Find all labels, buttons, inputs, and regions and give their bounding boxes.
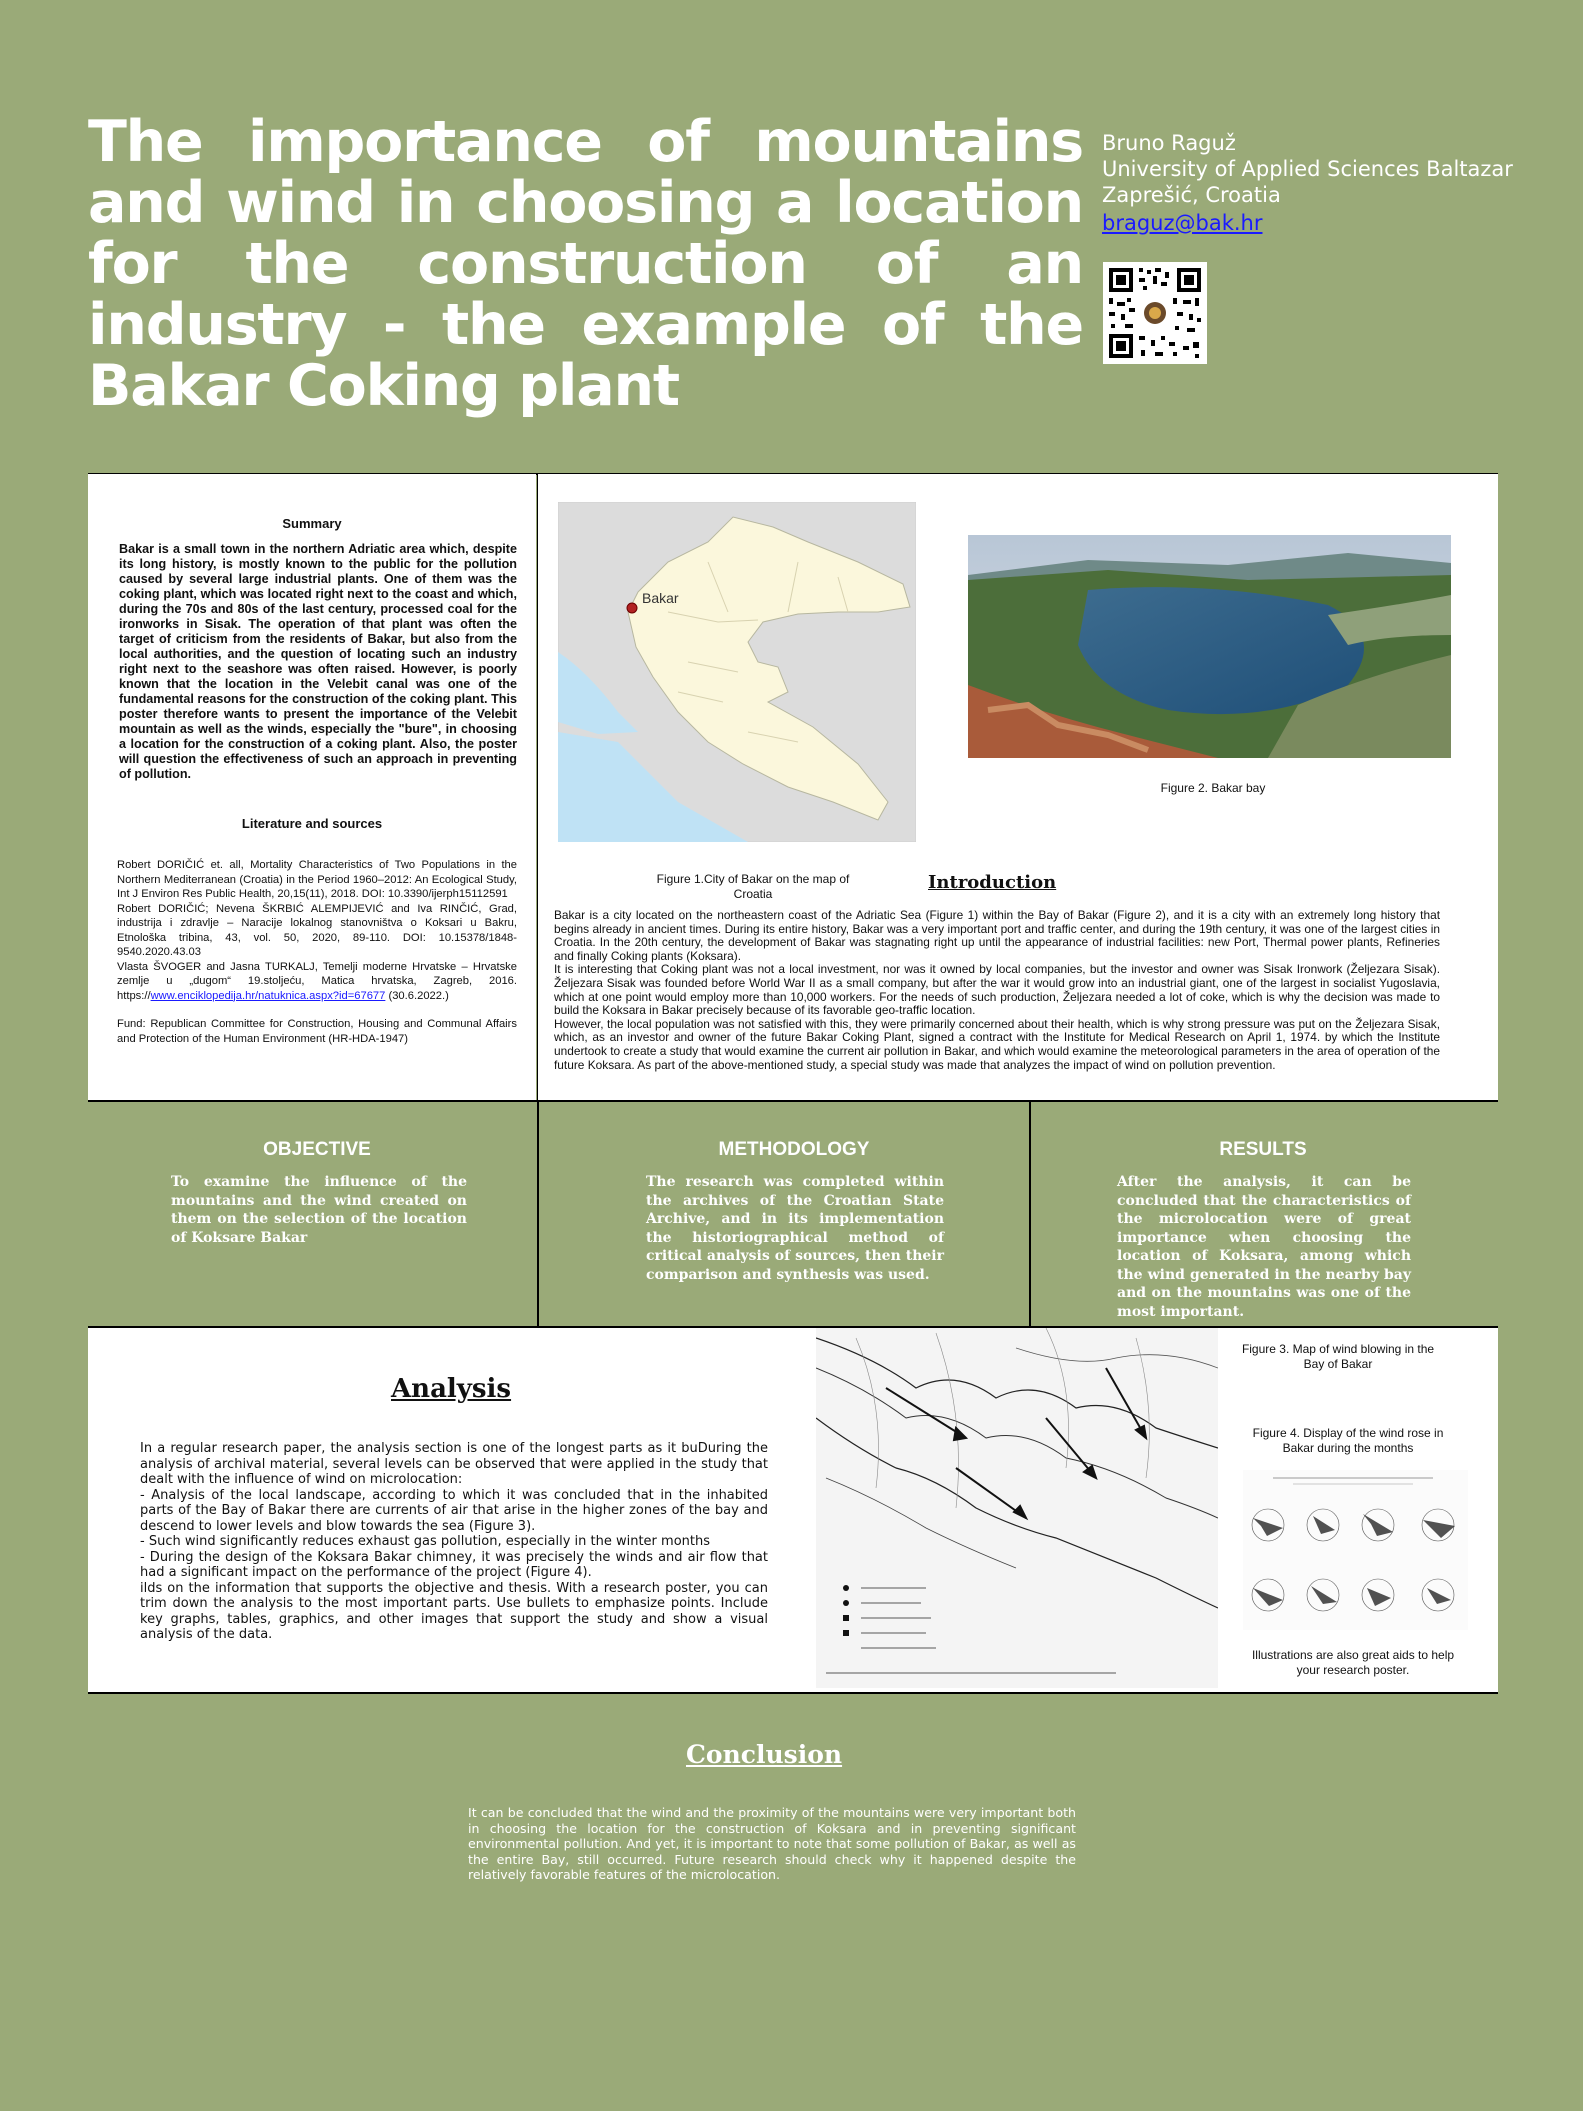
analysis-bullet: - Analysis of the local landscape, according to which it was concluded that in the inhabited parts of the Bay of Bakar there are currents of air that arise in the higher zones of the bay and descend to lower levels and blow towards the sea (Figure 3).: [140, 1487, 768, 1534]
analysis-heading: Analysis: [391, 1374, 512, 1404]
author-location: Zaprešić, Croatia: [1102, 183, 1281, 207]
figure-3-wind-map: [816, 1328, 1218, 1688]
reference-link[interactable]: www.enciklopedija.hr/natuknica.aspx?id=67677: [150, 989, 386, 1002]
author-affiliation: University of Applied Sciences Baltazar: [1102, 157, 1513, 181]
introduction-heading: Introduction: [928, 872, 1057, 893]
fund-note: Fund: Republican Committee for Construction, Housing and Communal Affairs and Protection of the Human Environment (HR-HDA-1947): [117, 1018, 517, 1045]
figure-2-caption: Figure 2. Bakar bay: [1160, 781, 1266, 795]
analysis-bullet: - During the design of the Koksara Bakar chimney, it was precisely the winds and air flow that had a significant impact on the performance of the project (Figure 4).: [140, 1549, 768, 1580]
introduction-panel: [538, 474, 1498, 1100]
literature-heading: Literature and sources: [241, 816, 383, 831]
reference-item: Robert DORIČIĆ; Nevena ŠKRBIĆ ALEMPIJEVIĆ and Iva RINČIĆ, Grad, industrija i zdravlje – Naracije lokalnog stanovništva o Koksari u Bakru, Etnološka tribina, 43, vol. 50, 2020, 89-110. DOI: 10.15378/1848-9540.2020.43.03: [117, 902, 517, 958]
map-label-bakar: Bakar: [642, 590, 679, 606]
figure-4-note: Illustrations are also great aids to help your research poster.: [1251, 1648, 1455, 1677]
box-divider: [537, 1100, 539, 1327]
analysis-panel: [88, 1328, 1498, 1692]
reference-item: Vlasta ŠVOGER and Jasna TURKALJ, Temelji moderne Hrvatske – Hrvatske zemlje u „dugom“ 19.stoljeću, Matica hrvatska, Zagreb, 2016. https://www.enciklopedija.hr/natuknica.aspx?id=67677 (30.6.2022.): [117, 960, 517, 1002]
introduction-text: [554, 909, 1440, 1072]
introduction-paragraph: It is interesting that Coking plant was not a local investment, nor was it owned by local companies, but the investor and owner was Sisak Ironwork (Željezara Sisak). Željezara Sisak was founded before World War II as a small company, but after the war it would grow into an industrial giant, one of the largest in socialist Yugoslavia, which at one point would employ more than 10,000 workers. For the needs of such production, Željezara needed a lot of coke, which is why the decision was made to build the Koksara in Bakar precisely because of its favorable geo-traffic location.: [554, 962, 1440, 1018]
author-email-link[interactable]: braguz@bak.hr: [1102, 211, 1263, 235]
results-text: After the analysis, it can be concluded that the characteristics of the microlocation were of great importance when choosing the location of Koksara, among which the wind generated in the nearby bay and on the mountains was one of the most important.: [1117, 1174, 1411, 1320]
author-block: [1102, 130, 1513, 236]
analysis-bullet: - Such wind significantly reduces exhaust gas pollution, especially in the winter months: [140, 1534, 711, 1549]
reference-item: Robert DORIČIĆ et. all, Mortality Characteristics of Two Populations in the Northern Mediterranean (Croatia) in the Period 1960–2012: An Ecological Study, Int J Environ Res Public Health, 20,15(11), 2018. DOI: 10.3390/ijerph15112591: [117, 859, 517, 900]
analysis-bottom-divider: [88, 1692, 1498, 1694]
conclusion-heading: Conclusion: [686, 1740, 843, 1769]
analysis-line: In a regular research paper, the analysis section is one of the longest parts as it buDuring the analysis of archival material, several levels can be observed that were applied in the study that dealt with the influence of wind on microlocation:: [140, 1441, 768, 1487]
author-name: Bruno Raguž: [1102, 131, 1236, 155]
figure-4-wind-roses: [1243, 1470, 1468, 1630]
introduction-paragraph: However, the local population was not satisfied with this, they were primarily concerned about their health, which is why strong pressure was put on the Željezara Sisak, which, as an investor and owner of the future Bakar Coking Plant, signed a contract with the Institute for Medical Research on April 1, 1974. by which the Institute undertook to create a study that would examine the current air pollution in Bakar, and which would examine the meteorological parameters in the area of operation of the future Koksara. As part of the above-mentioned study, a special study was made that analyzes the impact of wind on pollution prevention.: [554, 1016, 1440, 1072]
figure-1-caption: Figure 1.City of Bakar on the map of Croatia: [656, 872, 850, 901]
figure-1-map: [558, 502, 916, 842]
objective-text: To examine the influence of the mountains and the wind created on them on the selection of the location of Koksare Bakar: [171, 1174, 467, 1246]
objective-title: OBJECTIVE: [263, 1139, 371, 1160]
introduction-paragraph: Bakar is a city located on the northeastern coast of the Adriatic Sea (Figure 1) within the Bay of Bakar (Figure 2), and it is a city with an extremely long history that begins already in ancient times. During its entire history, Bakar was a very important port and traffic center, and during the 19th century, it was one of the largest cities in Croatia. In the 20th century, the development of Bakar was stagnating right up until the appearance of industrial facilities: new Port, Thermal power plants, Refineries and finally Coking plants (Koksara).: [554, 908, 1440, 963]
summary-panel: [88, 474, 536, 1100]
methodology-text: The research was completed within the archives of the Croatian State Archive, and in its implementation the historiographical method of critical analysis of sources, then their comparison and synthesis was used.: [646, 1174, 944, 1283]
figure-2-photo: [968, 535, 1451, 758]
figure-3-caption: Figure 3. Map of wind blowing in the Bay of Bakar: [1241, 1342, 1435, 1371]
summary-text: Bakar is a small town in the northern Adriatic area which, despite its long history, is mostly known to the public for the pollution caused by several large industrial plants. One of them was the coking plant, which was located right next to the coast and which, during the 70s and 80s of the last century, processed coal for the ironworks in Sisak. The operation of that plant was often the target of criticism from the residents of Bakar, but also from the local authorities, and the question of locating such an industry right next to the seashore was often raised. However, is poorly known that the location in the Velebit canal was one of the fundamental reasons for the construction of the coking plant. This poster therefore wants to present the importance of the Velebit mountain as well as the winds, especially the "bure", in choosing a location for the construction of a coking plant. Also, the poster will question the effectiveness of such an approach in preventing of pollution.: [119, 542, 517, 781]
results-title: RESULTS: [1219, 1139, 1307, 1160]
poster-title: The importance of mountains and wind in choosing a location for the construction of an industry - the example of the Bakar Coking plant: [88, 109, 1083, 419]
summary-heading: Summary: [282, 516, 342, 531]
qr-code[interactable]: [1103, 262, 1207, 364]
references-list: [117, 858, 517, 1046]
middle-divider: [88, 1100, 1498, 1102]
analysis-text: [140, 1441, 768, 1643]
analysis-line: ilds on the information that supports the objective and thesis. With a research poster, you can trim down the analysis to the most important parts. Use bullets to emphasize points. Include key graphs, tables, graphics, and other images that support the study and show a visual analysis of the data.: [140, 1580, 768, 1642]
conclusion-text: It can be concluded that the wind and the proximity of the mountains were very important both in choosing the location for the construction of Koksara and in preventing significant environmental pollution. And yet, it is important to note that some pollution of Bakar, as well as the entire Bay, still occurred. Future research should check why it happened despite the relatively favorable features of the microlocation.: [468, 1805, 1076, 1882]
figure-4-caption: Figure 4. Display of the wind rose in Bakar during the months: [1252, 1426, 1444, 1455]
methodology-title: METHODOLOGY: [718, 1139, 870, 1160]
box-divider: [1029, 1100, 1031, 1327]
